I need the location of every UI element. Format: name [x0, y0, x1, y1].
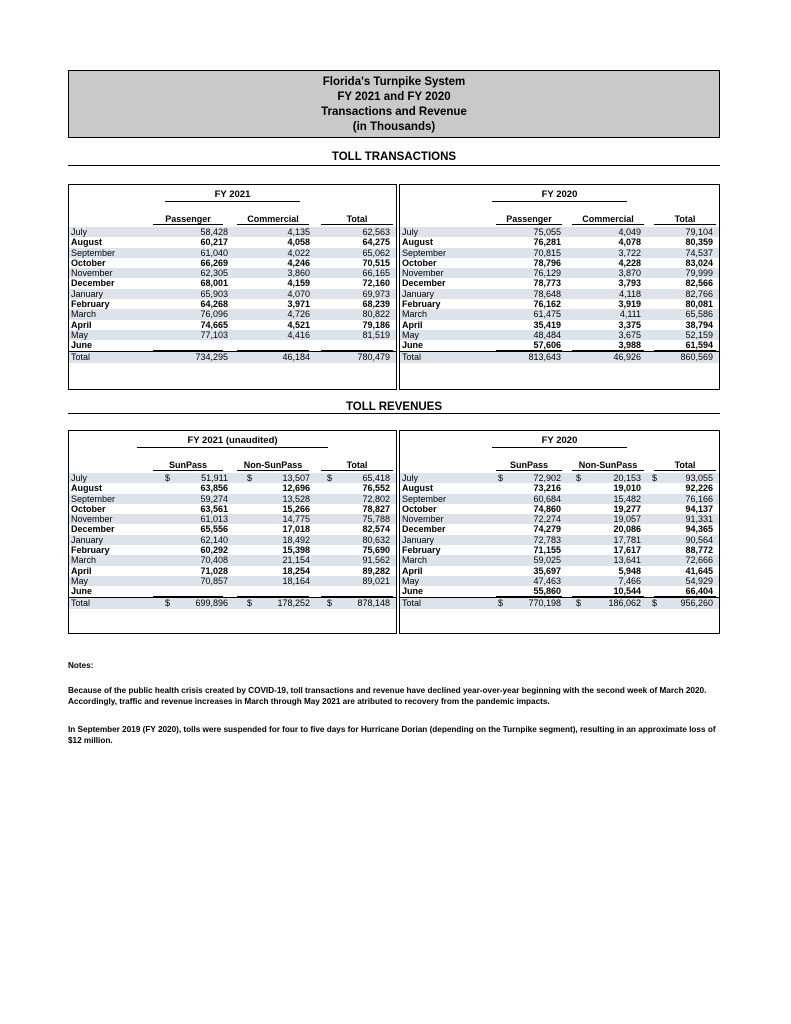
cell-value: 38,794 [685, 319, 713, 330]
currency-symbol: $ [247, 473, 253, 483]
row-label: January [402, 288, 435, 299]
revenues-fy2020-panel [399, 430, 720, 634]
notes-paragraph-hurricane: In September 2019 (FY 2020), tolls were suspended for four to five days for Hurricane Dorian (depending on the Turnpike segment), resulting in an approximate loss of $12 million. [68, 725, 716, 745]
row-label: April [71, 319, 92, 330]
row-label: March [402, 555, 428, 566]
cell-value: 4,246 [287, 257, 310, 268]
cell-value: 72,902 [533, 473, 561, 483]
row-label: September [402, 247, 447, 258]
cell-value: 780,479 [357, 351, 390, 362]
table-body [400, 227, 719, 363]
row-label: February [402, 545, 441, 556]
cell-value: 70,408 [200, 555, 228, 566]
cell-value: 3,988 [618, 340, 641, 351]
currency-symbol: $ [498, 597, 504, 608]
table-row [400, 576, 719, 586]
transactions-fy2021-panel [68, 184, 397, 390]
cell-value: 61,475 [533, 309, 561, 320]
cell-value: 35,419 [533, 319, 561, 330]
table-row [69, 299, 396, 309]
cell-value: 4,049 [618, 227, 641, 237]
cell-value: 89,021 [362, 575, 390, 586]
cell-value: 91,562 [362, 555, 390, 566]
table-row [69, 258, 396, 268]
cell-value: 18,492 [282, 534, 310, 545]
cell-value: 74,860 [533, 503, 561, 514]
row-label: September [71, 493, 116, 504]
currency-symbol: $ [652, 473, 658, 483]
cell-value: 76,166 [685, 493, 713, 504]
cell-value: 14,775 [282, 514, 310, 525]
row-label: January [71, 534, 104, 545]
table-row [400, 258, 719, 268]
table-row [400, 535, 719, 545]
table-row [400, 227, 719, 237]
currency-symbol: $ [165, 597, 171, 608]
cell-value: 81,519 [362, 329, 390, 340]
row-label: October [402, 257, 437, 268]
column-header: Passenger [496, 214, 562, 225]
column-header: Non-SunPass [572, 460, 644, 471]
cell-value: 4,118 [619, 288, 641, 299]
row-label: August [71, 483, 102, 494]
cell-value: 78,796 [533, 257, 561, 268]
cell-value: 66,404 [685, 586, 713, 597]
row-label: November [71, 514, 113, 525]
cell-value: 62,305 [200, 268, 228, 279]
panel-title: FY 2021 [165, 189, 301, 202]
notes-heading: Notes: [68, 661, 94, 670]
section-rule-transactions [68, 165, 720, 166]
cell-value: 82,574 [362, 524, 390, 535]
table-row [69, 576, 396, 586]
cell-value: 12,696 [282, 483, 310, 494]
cell-value: 54,929 [685, 575, 713, 586]
currency-symbol: $ [498, 473, 504, 483]
cell-value: 92,226 [685, 483, 713, 494]
cell-value: 76,162 [533, 299, 561, 310]
cell-value: 4,135 [287, 227, 310, 237]
cell-value: 75,788 [362, 514, 390, 525]
row-label: May [402, 329, 420, 340]
table-row [400, 330, 719, 340]
cell-value: 74,665 [200, 319, 228, 330]
cell-value: 60,217 [200, 237, 228, 248]
cell-value: 4,159 [287, 278, 310, 289]
row-label: September [402, 493, 447, 504]
cell-value: 59,274 [200, 493, 228, 504]
currency-symbol: $ [576, 597, 582, 608]
table-row [400, 237, 719, 247]
cell-value: 62,140 [200, 534, 228, 545]
table-row [400, 514, 719, 524]
cell-value: 51,911 [201, 473, 228, 483]
table-row [69, 248, 396, 258]
cell-value: 17,781 [613, 534, 641, 545]
table-row [400, 566, 719, 576]
cell-value: 734,295 [195, 351, 228, 362]
table-row [400, 555, 719, 565]
cell-value: 878,148 [357, 597, 390, 608]
cell-value: 65,418 [362, 473, 390, 483]
cell-value: 178,252 [277, 597, 310, 608]
currency-symbol: $ [576, 473, 582, 483]
cell-value: 13,528 [282, 493, 310, 504]
cell-value: 80,822 [362, 309, 390, 320]
row-label: March [71, 309, 97, 320]
cell-value: 63,856 [200, 483, 228, 494]
panel-title: FY 2020 [492, 435, 628, 448]
row-label: January [71, 288, 104, 299]
cell-value: 4,726 [287, 309, 310, 320]
cell-value: 60,292 [200, 545, 228, 556]
table-row [69, 227, 396, 237]
cell-value: 770,198 [528, 597, 561, 608]
cell-value: 82,566 [685, 278, 713, 289]
cell-value: 65,903 [200, 288, 228, 299]
cell-value: 61,040 [200, 247, 228, 258]
cell-value: 3,375 [618, 319, 641, 330]
cell-value: 83,024 [685, 257, 713, 268]
cell-value: 68,001 [200, 278, 228, 289]
cell-value: 70,857 [200, 575, 228, 586]
row-label: March [71, 555, 97, 566]
table-row [400, 473, 719, 483]
row-label: December [71, 524, 115, 535]
currency-symbol: $ [652, 597, 658, 608]
row-label: Total [71, 351, 91, 362]
table-row [69, 278, 396, 288]
cell-value: 73,216 [533, 483, 561, 494]
row-label: July [71, 473, 88, 483]
cell-value: 60,684 [533, 493, 561, 504]
table-row [69, 535, 396, 545]
cell-value: 10,544 [613, 586, 641, 597]
report-title-box [68, 70, 720, 138]
cell-value: 75,690 [362, 545, 390, 556]
cell-value: 76,281 [533, 237, 561, 248]
row-label: April [402, 319, 423, 330]
row-label: May [71, 575, 89, 586]
cell-value: 20,153 [613, 473, 641, 483]
cell-value: 860,569 [680, 351, 713, 362]
cell-value: 3,675 [618, 329, 641, 340]
column-header: Commercial [237, 214, 309, 225]
cell-value: 699,896 [195, 597, 228, 608]
cell-value: 18,164 [282, 575, 310, 586]
cell-value: 68,239 [362, 299, 390, 310]
cell-value: 70,815 [533, 247, 561, 258]
cell-value: 66,269 [200, 257, 228, 268]
row-label: August [402, 483, 433, 494]
cell-value: 72,666 [685, 555, 713, 566]
cell-value: 15,482 [613, 493, 641, 504]
row-label: December [402, 278, 446, 289]
cell-value: 65,586 [685, 309, 713, 320]
table-row [400, 483, 719, 493]
cell-value: 82,766 [685, 288, 713, 299]
row-label: July [71, 227, 88, 237]
cell-value: 58,428 [200, 227, 228, 237]
currency-symbol: $ [247, 597, 253, 608]
cell-value: 75,055 [533, 227, 561, 237]
cell-value: 57,606 [533, 340, 561, 351]
cell-value: 70,515 [362, 257, 390, 268]
cell-value: 4,078 [618, 237, 641, 248]
cell-value: 74,537 [685, 247, 713, 258]
table-row [400, 278, 719, 288]
cell-value: 19,010 [613, 483, 641, 494]
cell-value: 76,096 [200, 309, 228, 320]
cell-value: 21,154 [282, 555, 310, 566]
cell-value: 3,919 [618, 299, 641, 310]
row-label: August [402, 237, 433, 248]
cell-value: 17,018 [282, 524, 310, 535]
table-row [400, 309, 719, 319]
cell-value: 72,802 [362, 493, 390, 504]
cell-value: 3,860 [287, 268, 310, 279]
cell-value: 15,266 [282, 503, 310, 514]
cell-value: 80,081 [685, 299, 713, 310]
row-label: November [402, 268, 444, 279]
cell-value: 20,086 [613, 524, 641, 535]
table-row [69, 473, 396, 483]
table-body [69, 473, 396, 609]
table-row [69, 268, 396, 278]
table-row [400, 289, 719, 299]
cell-value: 3,870 [618, 268, 641, 279]
transactions-fy2020-panel [399, 184, 720, 390]
row-label: May [402, 575, 420, 586]
cell-value: 52,159 [685, 329, 713, 340]
cell-value: 15,398 [282, 545, 310, 556]
row-label: November [402, 514, 444, 525]
cell-value: 13,641 [613, 555, 641, 566]
table-row [69, 320, 396, 330]
row-label: June [71, 340, 93, 351]
cell-value: 76,129 [533, 268, 561, 279]
cell-value: 64,268 [200, 299, 228, 310]
cell-value: 66,165 [362, 268, 390, 279]
cell-value: 48,484 [533, 329, 561, 340]
cell-value: 65,062 [362, 247, 390, 258]
cell-value: 4,070 [287, 288, 310, 299]
panel-title: FY 2021 (unaudited) [137, 435, 327, 448]
column-header: SunPass [153, 460, 223, 471]
table-row [400, 494, 719, 504]
row-label: May [71, 329, 89, 340]
table-row [69, 330, 396, 340]
row-label: April [71, 565, 92, 576]
row-label: February [71, 545, 110, 556]
column-header: Total [654, 214, 716, 225]
revenues-fy2021-panel [68, 430, 397, 634]
column-header: Total [321, 460, 393, 471]
cell-value: 88,772 [685, 545, 713, 556]
cell-value: 74,279 [533, 524, 561, 535]
cell-value: 72,274 [533, 514, 561, 525]
column-header: Non-SunPass [237, 460, 309, 471]
cell-value: 76,552 [362, 483, 390, 494]
cell-value: 80,632 [362, 534, 390, 545]
table-row [69, 545, 396, 555]
cell-value: 71,028 [200, 565, 228, 576]
row-label: November [71, 268, 113, 279]
column-header: Total [321, 214, 393, 225]
cell-value: 18,254 [282, 565, 310, 576]
table-row [69, 566, 396, 576]
cell-value: 5,948 [618, 565, 641, 576]
table-row [400, 504, 719, 514]
cell-value: 4,022 [287, 247, 310, 258]
cell-value: 65,556 [200, 524, 228, 535]
row-label: October [402, 503, 437, 514]
cell-value: 46,184 [282, 351, 310, 362]
report-title-line3: Transactions and Revenue [321, 106, 467, 118]
row-label: October [71, 257, 106, 268]
table-body [400, 473, 719, 609]
cell-value: 186,062 [608, 597, 641, 608]
cell-value: 79,999 [685, 268, 713, 279]
section-title-revenues: TOLL REVENUES [345, 401, 443, 413]
cell-value: 61,594 [685, 340, 713, 351]
cell-value: 79,104 [685, 227, 713, 237]
cell-value: 79,186 [362, 319, 390, 330]
row-label: August [71, 237, 102, 248]
table-row [69, 289, 396, 299]
table-row [69, 237, 396, 247]
currency-symbol: $ [327, 473, 333, 483]
report-title-line2: FY 2021 and FY 2020 [337, 91, 451, 103]
cell-value: 61,013 [200, 514, 228, 525]
currency-symbol: $ [165, 473, 171, 483]
cell-value: 4,111 [619, 309, 641, 320]
column-header: Commercial [572, 214, 644, 225]
table-row [69, 504, 396, 514]
table-total-row [69, 597, 396, 609]
table-total-row [69, 351, 396, 363]
cell-value: 77,103 [200, 329, 228, 340]
cell-value: 72,160 [362, 278, 390, 289]
cell-value: 93,055 [685, 473, 713, 483]
cell-value: 19,057 [613, 514, 641, 525]
table-row [400, 248, 719, 258]
cell-value: 78,827 [362, 503, 390, 514]
cell-value: 55,860 [533, 586, 561, 597]
table-row [69, 555, 396, 565]
section-rule-revenues [68, 413, 720, 414]
cell-value: 3,793 [618, 278, 641, 289]
table-row [400, 320, 719, 330]
table-row [69, 483, 396, 493]
row-label: July [402, 473, 419, 483]
row-label: Total [402, 597, 422, 608]
table-row [69, 309, 396, 319]
cell-value: 78,773 [533, 278, 561, 289]
row-label: June [402, 340, 424, 351]
cell-value: 91,331 [685, 514, 713, 525]
cell-value: 956,260 [680, 597, 713, 608]
row-label: February [71, 299, 110, 310]
cell-value: 72,783 [533, 534, 561, 545]
cell-value: 46,926 [613, 351, 641, 362]
cell-value: 35,697 [533, 565, 561, 576]
table-total-row [400, 597, 719, 609]
cell-value: 80,359 [685, 237, 713, 248]
column-header: SunPass [496, 460, 562, 471]
row-label: January [402, 534, 435, 545]
panel-title: FY 2020 [492, 189, 628, 202]
cell-value: 94,137 [685, 503, 713, 514]
cell-value: 17,617 [613, 545, 641, 556]
column-header: Total [654, 460, 716, 471]
cell-value: 59,025 [533, 555, 561, 566]
section-title-transactions: TOLL TRANSACTIONS [331, 151, 457, 163]
cell-value: 47,463 [533, 575, 561, 586]
cell-value: 71,155 [533, 545, 561, 556]
row-label: March [402, 309, 428, 320]
table-row [69, 494, 396, 504]
row-label: June [402, 586, 424, 597]
row-label: July [402, 227, 419, 237]
row-label: December [71, 278, 115, 289]
table-row [400, 545, 719, 555]
row-label: Total [71, 597, 91, 608]
cell-value: 7,466 [618, 575, 641, 586]
row-label: December [402, 524, 446, 535]
cell-value: 90,564 [685, 534, 713, 545]
cell-value: 78,648 [533, 288, 561, 299]
table-row [69, 524, 396, 534]
notes-paragraph-covid: Because of the public health crisis created by COVID-19, toll transactions and revenue have declined year-over-year beginning with the second week of March 2020. Accordingly, traffic and revenue increases in March through May 2021 are atributed to recovery from the pandemic impacts. [68, 686, 707, 706]
row-label: February [402, 299, 441, 310]
row-label: June [71, 586, 93, 597]
row-label: September [71, 247, 116, 258]
row-label: Total [402, 351, 422, 362]
report-title-line4: (in Thousands) [352, 121, 436, 133]
currency-symbol: $ [327, 597, 333, 608]
table-body [69, 227, 396, 363]
table-row [400, 524, 719, 534]
cell-value: 813,643 [528, 351, 561, 362]
cell-value: 94,365 [685, 524, 713, 535]
cell-value: 64,275 [362, 237, 390, 248]
cell-value: 69,973 [362, 288, 390, 299]
table-row [400, 299, 719, 309]
table-total-row [400, 351, 719, 363]
row-label: October [71, 503, 106, 514]
cell-value: 41,645 [685, 565, 713, 576]
cell-value: 4,521 [287, 319, 310, 330]
cell-value: 63,561 [200, 503, 228, 514]
cell-value: 89,282 [362, 565, 390, 576]
row-label: April [402, 565, 423, 576]
cell-value: 3,971 [287, 299, 310, 310]
report-title-line1: Florida's Turnpike System [322, 76, 466, 88]
cell-value: 19,277 [613, 503, 641, 514]
table-row [400, 268, 719, 278]
cell-value: 62,563 [362, 227, 390, 237]
table-row [69, 514, 396, 524]
cell-value: 4,416 [287, 329, 310, 340]
column-header: Passenger [153, 214, 223, 225]
cell-value: 3,722 [618, 247, 641, 258]
cell-value: 13,507 [282, 473, 310, 483]
cell-value: 4,228 [618, 257, 641, 268]
cell-value: 4,058 [287, 237, 310, 248]
